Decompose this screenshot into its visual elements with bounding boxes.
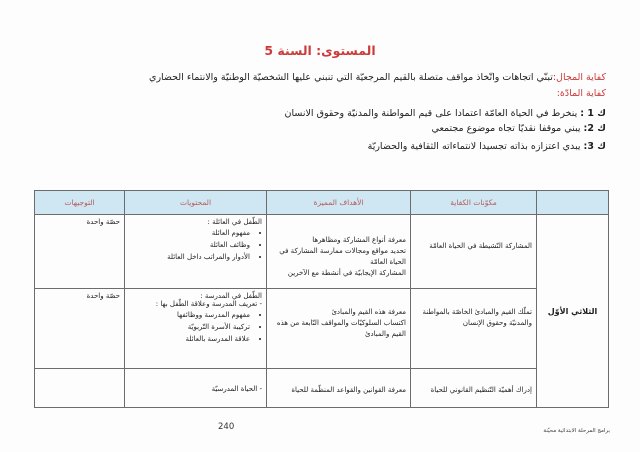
list-item: • تركيبة الأسرة التّربويّة [129, 323, 250, 331]
table-row [35, 215, 609, 289]
page-number: 240 [218, 422, 235, 432]
component-cell: إدراك أهميّة التّنظيم القانوني للحياة [411, 369, 537, 408]
objectives-cell [267, 369, 411, 408]
list-item: • الأدوار والمراتب داخل العائلة [129, 253, 250, 261]
objective-item: معرفة هذه القيم والمبادئ [331, 308, 406, 316]
curriculum-table [34, 190, 609, 408]
contents-title: الطّفل في العائلة : [207, 218, 262, 226]
competence-2-text: يبني موقفا نقديّا تجاه موضوع مجتمعي [431, 123, 581, 134]
competence-3-text: يبدي اعتزازه بذاته تجسيدا لانتماءاته الثقافية والحضاريّة [367, 141, 581, 152]
competence-1-label: ك 1 : [580, 108, 606, 119]
guidance-cell [35, 369, 125, 408]
objective-item: معرفة أنواع المشاركة ومظاهرها [312, 236, 406, 244]
domain-competence-line [149, 71, 606, 85]
trimester-header [537, 191, 609, 215]
domain-competence-text: تبنّي اتجاهات واتّخاذ مواقف متصلة بالقيم المرجعيّة التي تنبني عليها الشخصيّة الوطنيّة والانتماء الحضاري [149, 72, 553, 83]
competence-line-1 [285, 107, 607, 121]
competence-3-label: ك 3: [583, 141, 606, 152]
objective-item: معرفة القوانين والقواعد المنظّمة للحياة [291, 386, 406, 394]
level-title: المستوى: السنة 5 [264, 43, 376, 58]
objectives-cell [267, 289, 411, 369]
component-cell: تملّك القيم والمبادئ الخاصّة بالمواطنة والمدنيّة وحقوق الإنسان [411, 289, 537, 369]
contents-subtitle: - تعريف المدرسة وعلاقة الطّفل بها : [155, 300, 262, 308]
component-cell: المشاركة النّشيطة في الحياة العامّة [411, 215, 537, 289]
list-item: • وظائف العائلة [129, 241, 250, 249]
competence-line-3 [368, 140, 606, 154]
table-row [35, 289, 609, 369]
contents-title: الطّفل في المدرسة : [200, 292, 262, 300]
contents-list [129, 229, 262, 261]
list-item: • مفهوم العائلة [129, 229, 250, 237]
header-guidance: التوجيهات [35, 191, 125, 215]
objective-item: اكتساب السلوكيّات والمواقف النّابعة من هذه القيم والمبادئ [276, 319, 406, 338]
material-competence-label: كفاية المادّة: [556, 88, 606, 99]
contents-cell: - الحياة المدرسيّة [125, 369, 267, 408]
competence-line-2 [432, 122, 606, 136]
domain-competence-label: كفاية المجال: [552, 72, 606, 83]
list-item: • مفهوم المدرسة ووظائفها [129, 311, 250, 319]
table-row [35, 369, 609, 408]
objectives-cell [267, 215, 411, 289]
objective-item: تحديد مواقع ومجالات ممارسة المشاركة في الحياة العامّة [279, 247, 406, 266]
table-header-row [35, 191, 609, 215]
contents-cell [125, 215, 267, 289]
objective-item: المشاركة الإيجابيّة في أنشطة مع الآخرين [287, 269, 406, 277]
guidance-cell: حصّة واحدة [35, 215, 125, 289]
header-contents: المحتويات [125, 191, 267, 215]
trimester-cell: الثلاثي الأوّل [537, 215, 609, 408]
contents-list [129, 311, 262, 343]
contents-cell [125, 289, 267, 369]
list-item: • علاقة المدرسة بالعائلة [129, 335, 250, 343]
program-note: برامج المرحلة الابتدائية محيّنة [543, 428, 610, 434]
guidance-cell: حصّة واحدة [35, 289, 125, 369]
header-component: مكوّنات الكفاية [411, 191, 537, 215]
competence-2-label: ك 2: [583, 123, 606, 134]
competence-1-text: ينخرط في الحياة العامّة اعتمادا على قيم المواطنة والمدنيّة وحقوق الانسان [284, 108, 578, 119]
header-objectives: الأهداف المميزة [267, 191, 411, 215]
